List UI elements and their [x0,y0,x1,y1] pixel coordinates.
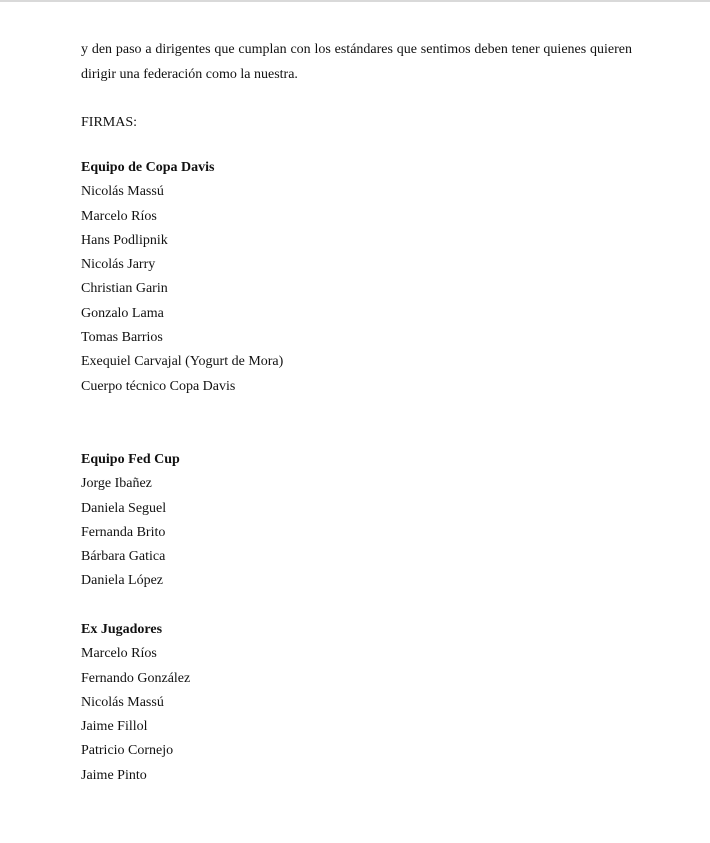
signatory-name: Marcelo Ríos [81,208,157,224]
signatory-name: Bárbara Gatica [81,549,166,565]
signatory-name: Patricio Cornejo [81,743,174,759]
page-top-edge [0,0,710,2]
signatory-list [81,642,190,788]
signatory-name: Jaime Fillol [81,719,148,735]
section-title: Equipo Fed Cup [81,452,180,467]
signatory-name: Tomas Barrios [81,330,163,346]
section-ex-jugadores [81,618,190,788]
intro-paragraph: y den paso a dirigentes que cumplan con los estándares que sentimos deben tener quienes quieren dirigir una federación como la nuestra. [81,42,632,82]
signatory-list [81,472,180,593]
signatory-name: Nicolás Massú [81,694,164,710]
signatory-name: Nicolás Massú [81,184,164,200]
signatory-name: Fernando González [81,670,191,686]
signatory-name: Exequiel Carvajal (Yogurt de Mora) [81,354,284,370]
signatory-name: Gonzalo Lama [81,305,164,321]
document-page [81,38,632,783]
signatory-name: Fernanda Brito [81,524,166,540]
signatory-name: Hans Podlipnik [81,232,168,248]
signatory-name: Jorge Ibañez [81,476,152,492]
section-fed-cup [81,448,180,594]
signatory-name: Daniela Seguel [81,500,167,516]
section-title: Ex Jugadores [81,622,163,637]
section-title: Equipo de Copa Davis [81,160,215,175]
signatory-name: Christian Garin [81,281,168,297]
firmas-label: FIRMAS: [81,115,138,130]
signatory-name: Cuerpo técnico Copa Davis [81,378,236,394]
signatory-name: Marcelo Ríos [81,646,157,662]
signatory-list [81,180,283,399]
section-copa-davis [81,156,283,399]
signatory-name: Nicolás Jarry [81,257,156,273]
signatory-name: Daniela López [81,573,164,589]
signatory-name: Jaime Pinto [81,767,147,783]
